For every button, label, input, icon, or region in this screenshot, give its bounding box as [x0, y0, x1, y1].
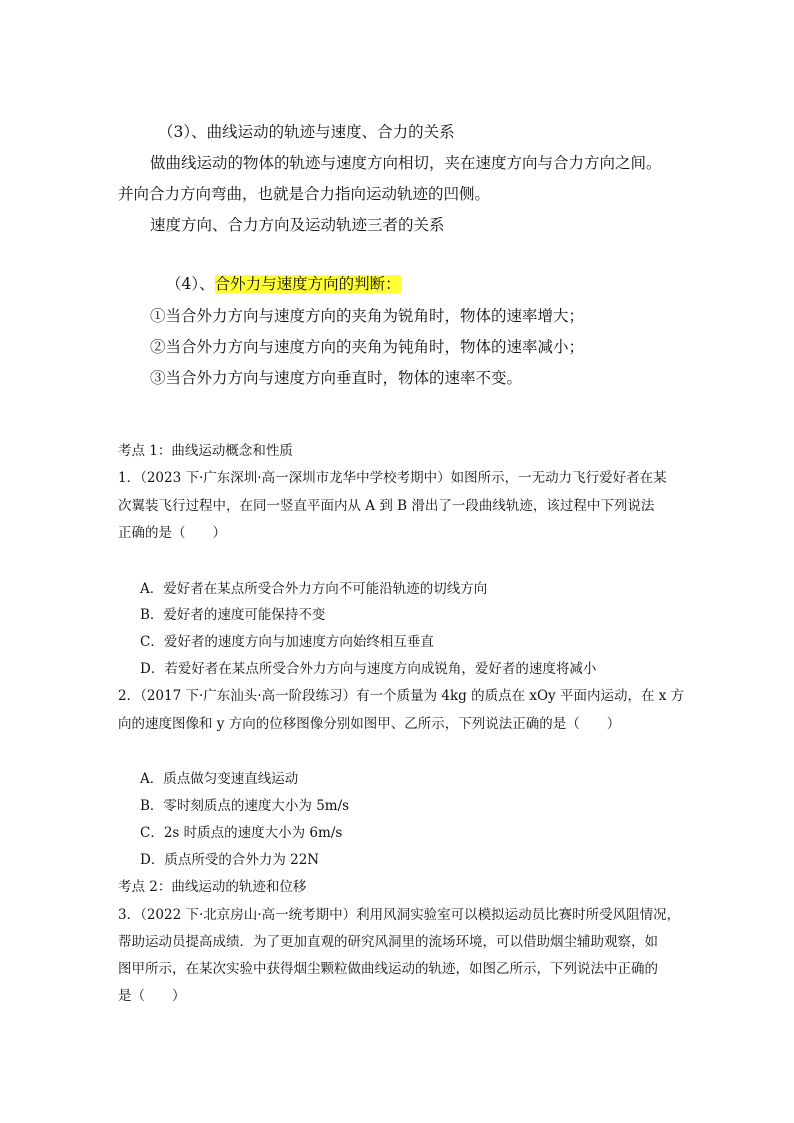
- kaodian1-title: 考点 1：曲线运动概念和性质: [118, 443, 293, 459]
- section4-heading-highlight: 合外力与速度方向的判断：: [214, 275, 401, 293]
- q3-stem-line4: 是（ ）: [118, 988, 186, 1004]
- q1-stem-line2: 次翼装飞行过程中，在同一竖直平面内从 A 到 B 滑出了一段曲线轨迹，该过程中下列说法: [118, 498, 655, 514]
- q3-stem-line1: 3．（2022 下·北京房山·高一统考期中）利用风洞实验室可以模拟运动员比赛时所受风阻情况，: [118, 907, 681, 923]
- q1-option-a: A．爱好者在某点所受合外力方向不可能沿轨迹的切线方向: [140, 581, 488, 597]
- q2-stem-line2: 向的速度图像和 y 方向的位移图像分别如图甲、乙所示，下列说法正确的是（ ）: [118, 716, 621, 732]
- q3-stem-line3: 图甲所示，在某次实验中获得烟尘颗粒做曲线运动的轨迹，如图乙所示，下列说法中正确的: [118, 961, 658, 977]
- section3-para1-line1: 做曲线运动的物体的轨迹与速度方向相切，夹在速度方向与合力方向之间。: [150, 154, 662, 172]
- q2-option-b: B．零时刻质点的速度大小为 5m/s: [140, 798, 350, 814]
- section4-heading: [166, 277, 401, 293]
- q2-option-a: A．质点做匀变速直线运动: [140, 771, 299, 787]
- section4-item-3: ③当合外力方向与速度方向垂直时，物体的速率不变。: [150, 369, 523, 387]
- q1-stem-line3: 正确的是（ ）: [118, 525, 226, 541]
- q2-option-d: D．质点所受的合外力为 22N: [140, 852, 320, 868]
- q2-stem-line1: 2．（2017 下·广东汕头·高一阶段练习）有一个质量为 4kg 的质点在 xOy 平面内运动，在 x 方: [118, 688, 685, 704]
- kaodian2-title: 考点 2：曲线运动的轨迹和位移: [118, 879, 307, 895]
- q1-stem-line1: 1．（2023 下·广东深圳·高一深圳市龙华中学校考期中）如图所示，一无动力飞行爱好者在某: [118, 470, 667, 486]
- q1-option-b: B．爱好者的速度可能保持不变: [140, 607, 326, 623]
- section3-para2: 速度方向、合力方向及运动轨迹三者的关系: [150, 216, 445, 234]
- q3-stem-line2: 帮助运动员提高成绩．为了更加直观的研究风洞里的流场环境，可以借助烟尘辅助观察，如: [118, 934, 658, 950]
- section3-heading: （3）、曲线运动的轨迹与速度、合力的关系: [158, 123, 455, 141]
- q1-option-c: C．爱好者的速度方向与加速度方向始终相互垂直: [140, 634, 434, 650]
- section4-prefix: （4）、: [166, 275, 215, 293]
- q2-option-c: C．2s 时质点的速度大小为 6m/s: [140, 825, 343, 841]
- section4-item-2: ②当合外力方向与速度方向的夹角为钝角时，物体的速率减小；: [150, 338, 585, 356]
- section4-item-1: ①当合外力方向与速度方向的夹角为锐角时，物体的速率增大；: [150, 307, 585, 325]
- q1-option-d: D．若爱好者在某点所受合外力方向与速度方向成锐角，爱好者的速度将减小: [140, 661, 597, 677]
- section3-para1-line2: 并向合力方向弯曲，也就是合力指向运动轨迹的凹侧。: [118, 185, 491, 203]
